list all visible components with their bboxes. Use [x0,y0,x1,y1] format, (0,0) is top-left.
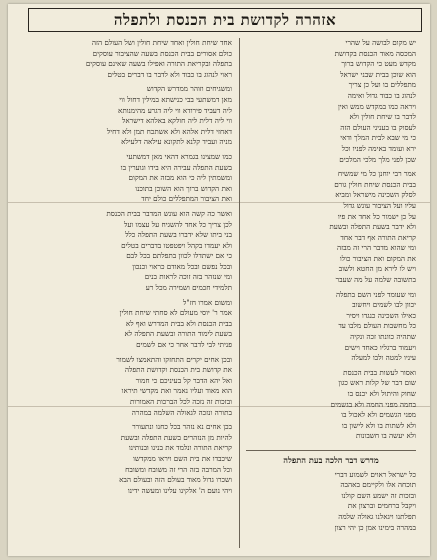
paragraph-gap [22,496,232,500]
text-line: כמו שמצינו בגמרא דהאי מאן דמשתעי [126,151,232,161]
text-line: ווי ליה דלית ליה חולקא באלהא דישראל [122,116,232,126]
text-line: כל ישראל ראוים לשמוע דברי [334,469,416,479]
text-line: כי אם ישתדלו לכוון בתפלתם בכל לבם [126,251,232,261]
text-line: קריאת התורה ונלמד את בנינו ובנותינו [128,443,232,453]
text-line: ובכן אחים יקרים התחזקו והתאמצו לשמור [116,354,232,364]
column-divider [239,38,240,548]
text-line: הוא שוכן בבית שבני ישראל [340,69,416,79]
text-line: כולם אסורים בבית הכנסת בשעה שהציבור עוסקים [92,48,232,58]
text-line: ומי שנזהר בזה זוכה לראות בנים [144,272,232,282]
text-line: ואת הציבור המתפללים כולם יחד [141,194,232,204]
text-line: את קדושת בית הכנסת וקדושת התפלה [124,365,232,375]
title-text: אזהרה לקדושת בית הכנסת ולתפלה [113,10,337,29]
text-line: בתורה ונזכה לגאולה השלמה במהרה [131,407,232,417]
text-line: דאחזי דלית אלהא ולא אשתכח תמן ולא דחיל [106,126,232,136]
text-line: ובכל נפשם ובכל מאודם כראוי וכנכון [132,261,232,271]
text-line: שום דבר של קלות ראש כגון [338,378,416,388]
text-line: בכן אחים נא נזהר בכל כחנו ונתעורר [132,422,232,432]
text-line: ויקבל ברחמים וברצון את [347,501,416,511]
text-line: תוכחה אלו ולקיימם באהבה [340,480,416,490]
text-line: ולא יעמדו בקהל ויפטפטו בדברים בטלים [121,240,232,250]
text-line: ושכרו גדול מאוד בעולם הזה ובעולם הבא [119,475,232,485]
text-line: ליה דעביד פירודא ווי ליה דגרע מהימנותא [118,105,232,115]
text-line: להיות מן הנזהרים בשעת התפלה ובשעת [120,432,232,442]
text-line: קריאת התורה אף דבר אחד [340,232,416,242]
text-line: אמר רבי יוחנן כל מי שמשיח [337,169,416,179]
document-title [28,8,422,32]
text-line: ולא יעשה בו חשבונות [355,431,416,441]
text-line: ויעמוד ברגליו כאחד וישים [344,342,416,352]
text-line: אחד שיחת חולין ואחד שיחת חולין ושל העולם הזה [91,38,232,47]
text-line: ואל יהא הדבר קל בעיניכם כי חמור [135,375,232,385]
text-line: לכן צריך כל אחד להשגיח על עצמו ועל [123,219,232,229]
text-line: יש מקום לבושה על שהרי [345,38,416,47]
text-line: במהרה בימינו אמן כן יהי רצון [334,522,416,532]
text-line: ובזכות זה נזכה לכל הברכות האמורות [130,397,232,406]
text-line: הוא מאוד ועליו נאמר ואת מקדשי תיראו [121,386,232,396]
text-line: ויש לו לירא מן החטא ולשוב [338,264,416,274]
text-line: ולא ידבר בשעת התפלה ובשעת [329,222,416,232]
text-line: תלמידי חכמים ושמירה מכל רע [145,283,232,293]
text-line: לעסוק בו בעניני העולם הזה [340,122,416,132]
text-line: בשעת התפלה עבירה היא בידו וגוערין בו [120,162,232,172]
text-line: ואסור לעשות בבית הכנסת [343,367,416,377]
text-line: ואשר כה קשה הוא עונש המדבר בבית הכנסת [106,208,232,218]
text-line: מניה ועביד קלנא לתקונא עילאה דלעילא [121,137,232,147]
document-sheet [8,4,430,556]
text-line: עליו ועל הציבור עונש גדול [343,200,416,210]
text-line: מתפללים בו ועל כן צריך [348,80,416,90]
text-line: בשעת לימוד התורה ובשעת התפלה לא [124,329,232,339]
text-line: ומשמתין ליה כי הוא מבזה את המקום [128,173,232,183]
text-line: וכל המרבה בזה הרי זה משובח ומשובח [125,464,232,474]
text-line: מאן דמשתעי בבי כנישתא במילין דחול ווי [119,94,232,104]
text-line: שחוק והיתול ולא יכנס בו [347,389,416,398]
text-line: את המקום ואת הציבור כולו [339,253,416,263]
text-line: ולא לשתות בו ולא לישון בו [341,420,416,430]
text-line: כאילו השכינה כנגדו ויסיר [346,310,416,320]
text-line: ומי שעומד לפני השם בתפלה [335,289,416,299]
text-line: לסלק השכינה מישראל ומביא [335,190,416,200]
text-line: בבית הכנסת שיחת חולין גורם [334,179,416,189]
text-line: יכוון לבו לשמים ויחשוב [352,300,416,310]
section-rule [246,450,416,451]
text-line: בני ביתו שלא ידברו בשעת התפלה כלל [125,230,232,240]
text-line: עיניו למטה ולבו למעלה [351,353,416,363]
text-line: לנהוג בו כבוד גדול ואימה [347,90,416,100]
section-heading: מדרש דבר הלכה בעת התפלה [283,454,379,465]
text-line: תפלתנו ויגאלנו גאולה שלמה [338,511,416,521]
text-line: המכסה מאוד הכנסת בקדושת [334,48,416,58]
text-line: ירא ועומד באימה לפניו וכל [341,143,416,153]
text-line: בתפלה ובקריאת התורה ואפילו בשעה שאינם עוסקים [85,59,232,69]
text-line: ומשום אמרו חז"ל [183,297,232,307]
paragraph-gap [246,442,416,446]
text-line: שתהיה כוונתו זכה ונקיה [350,332,416,342]
text-line: מקדש מעט כי הקדוש ברוך [341,59,416,69]
text-line: בבית הכנסת ולא בבית המדרש ואף לא [125,318,232,328]
text-line: שכן לפני מלך מלכי המלכים [339,154,416,164]
right-column [246,38,416,548]
text-line: פניתי לבי לדבר אחר כי אם לשמים [136,340,232,350]
text-line: ראוי לנהוג בו כבוד ולא לדבר בו דברים בטלים [107,69,232,79]
left-column [22,38,232,550]
text-line: ואת הקדוש ברוך הוא השוכן בתוכנו [135,183,232,193]
text-line: ויראה כמו במקדש ממש ואין [337,101,416,111]
text-line: אמר ר' יוסי מעולם לא סחתי שיחת חולין [119,308,232,318]
text-line: מפני הגשמים ולא לאכול בו [341,410,416,420]
text-line: ומשגיחים וזוהר ממדרש הקדוש [146,84,232,94]
text-line: שיכבדו את בית השם ויראו ממקדשו [133,453,232,463]
text-line: בתשובה שלמה על מה שעבר [335,275,416,285]
text-line: כל מחשבות העולם מלבו עד [338,321,416,331]
text-line: ומי שהוא מדבר הרי זה מבזה [336,243,416,253]
text-line: בחמה מפני החמה ולא בגשמים [330,399,416,409]
text-line: ובזכות זה ישמע השם קולנו [341,490,416,500]
paragraph-gap [246,533,416,537]
text-line: ויהי נועם ה' אלקינו עלינו ומעשה ידינו [127,485,232,495]
text-line: על כן ישמור כל אחד את פיו [337,211,416,221]
text-line: כי מי שבא לבית המלך ודאי [340,133,416,143]
text-line: לדבר בו שיחת חולין ולא [349,112,416,122]
